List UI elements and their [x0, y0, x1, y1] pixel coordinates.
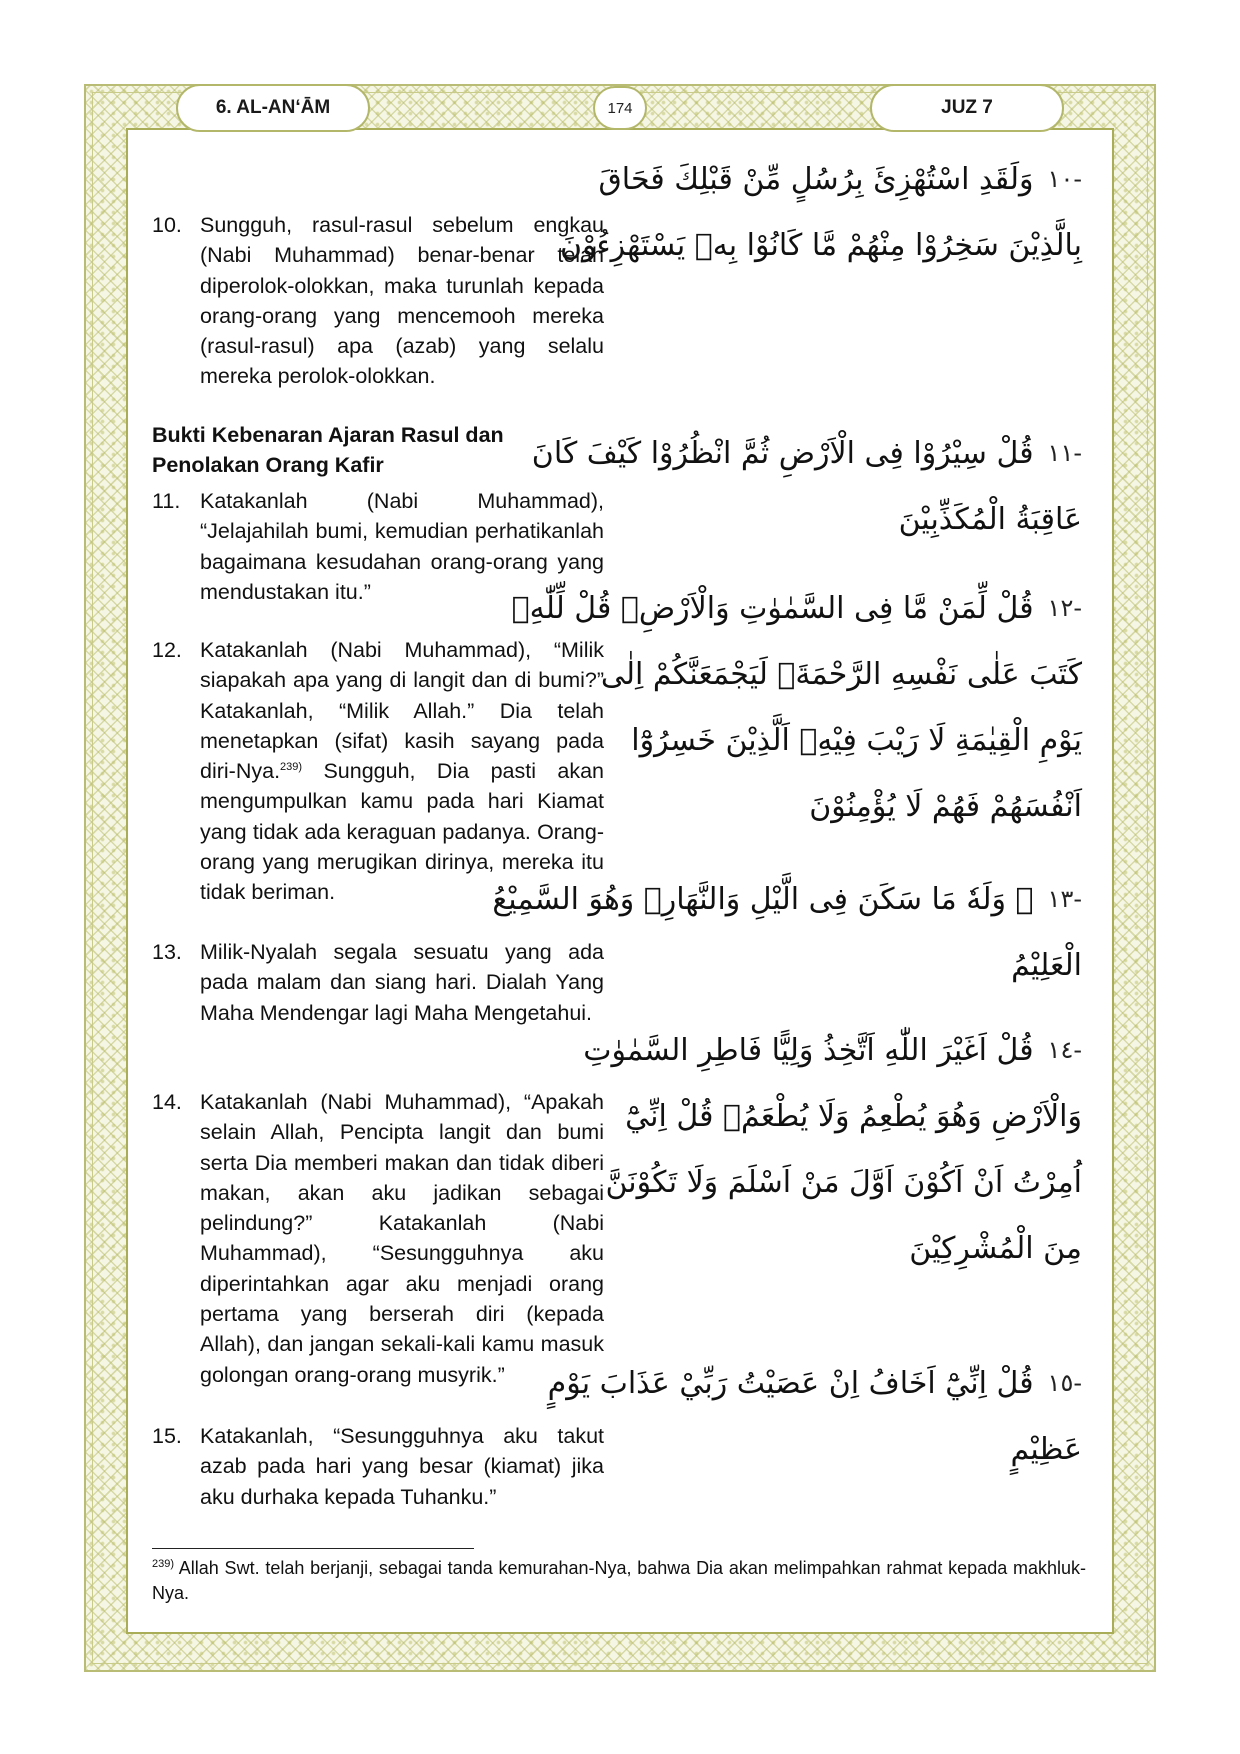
arabic-verse-11 [531, 420, 1082, 552]
verse-number: 10. [152, 213, 182, 237]
arabic-line [531, 420, 1082, 486]
arabic-line [626, 932, 1082, 998]
arabic-verse-15 [547, 1350, 1082, 1482]
arabic-line [626, 486, 1082, 552]
arabic-text: بِالَّذِيْنَ سَخِرُوْا مِنْهُمْ مَّا كَانُوْا بِهٖ يَسْتَهْزِءُوْنَ [560, 227, 1082, 263]
arabic-verse-14 [583, 1017, 1082, 1281]
translation-verse-11 [152, 486, 604, 607]
arabic-verse-number: -١٥ [1047, 1369, 1082, 1397]
arabic-text: وَلَقَدِ اسْتُهْزِئَ بِرُسُلٍ مِّنْ قَبْلِكَ فَحَاقَ [598, 161, 1034, 197]
arabic-line [560, 212, 1082, 278]
surah-title [176, 84, 370, 132]
page-number [593, 86, 647, 130]
verse-number: 14. [152, 1090, 182, 1114]
arabic-verse-number: -١٠ [1047, 165, 1082, 193]
arabic-verse-number: -١٣ [1047, 885, 1082, 913]
verse-text: Katakanlah (Nabi Muhammad), “Apakah selain Allah, Pencipta langit dan bumi serta Dia memberi makan dan tidak diberi makan, akan aku jadikan sebagai pelindung?” Katakanlah (Nabi Muhammad), “Sesungguhnya aku diperintahkan agar aku menjadi orang pertama yang berserah diri (kepada Allah), dan jangan sekali-kali kamu masuk golongan orang-orang musyrik.” [200, 1090, 604, 1387]
arabic-text: قُلْ اَغَيْرَ اللّٰهِ اَتَّخِذُ وَلِيًّا فَاطِرِ السَّمٰوٰتِ [583, 1032, 1034, 1068]
arabic-line [511, 575, 1082, 641]
verse-number: 11. [152, 489, 181, 513]
arabic-text: قُلْ سِيْرُوْا فِى الْاَرْضِ ثُمَّ انْظُرُوْا كَيْفَ كَانَ [531, 435, 1034, 471]
arabic-text: عَظِيْمٍ [1010, 1431, 1082, 1467]
arabic-line [626, 1083, 1082, 1149]
translation-verse-15 [152, 1421, 604, 1512]
arabic-verse-13 [492, 866, 1082, 998]
arabic-line [605, 1149, 1082, 1215]
arabic-text: وَالْاَرْضِ وَهُوَ يُطْعِمُ وَلَا يُطْعَمُۗ قُلْ اِنِّيْٓ [625, 1098, 1082, 1134]
arabic-text: قُلْ لِّمَنْ مَّا فِى السَّمٰوٰتِ وَالْاَرْضِۗ قُلْ لِّلّٰهِۗ [511, 590, 1034, 626]
verse-number: 12. [152, 638, 182, 662]
footnote-marker: 239) [152, 1558, 175, 1570]
arabic-verse-12 [511, 575, 1082, 839]
arabic-text: الْعَلِيْمُ [1011, 947, 1082, 983]
page-number-text: 174 [607, 99, 633, 117]
arabic-text: ۞ وَلَهٗ مَا سَكَنَ فِى الَّيْلِ وَالنَّهَارِۗ وَهُوَ السَّمِيْعُ [492, 881, 1034, 917]
arabic-verse-number: -١٤ [1047, 1036, 1082, 1064]
verse-number: 15. [152, 1424, 182, 1448]
translation-verse-14 [152, 1087, 604, 1390]
arabic-line [626, 773, 1082, 839]
verse-text: Katakanlah (Nabi Muhammad), “Jelajahilah bumi, kemudian perhatikanlah bagaimana kesudahan orang-orang yang mendustakan itu.” [200, 489, 604, 604]
verse-text-part-a: Katakanlah (Nabi Muhammad), “Milik siapakah apa yang di langit dan di bumi?” Katakanlah, “Milik Allah.” Dia telah menetapkan (sifat) kasih sayang pada diri-Nya. [200, 638, 604, 784]
section-heading-line-1: Bukti Kebenaran Ajaran Rasul dan [152, 423, 504, 447]
verse-number: 13. [152, 940, 182, 964]
arabic-verse-number: -١٢ [1047, 594, 1082, 622]
arabic-text: اُمِرْتُ اَنْ اَكُوْنَ اَوَّلَ مَنْ اَسْلَمَ وَلَا تَكُوْنَنَّ [605, 1164, 1082, 1200]
footnote [152, 1556, 1086, 1606]
juz-label [870, 84, 1064, 132]
arabic-verse-10 [560, 146, 1082, 278]
verse-text: Milik-Nyalah segala sesuatu yang ada pada malam dan siang hari. Dialah Yang Maha Mendengar lagi Maha Mengetahui. [200, 940, 604, 1025]
verse-text: Sungguh, rasul-rasul sebelum engkau (Nabi Muhammad) benar-benar telah diperolok-olokkan, maka turunlah kepada orang-orang yang mencemooh mereka (rasul-rasul) apa (azab) yang selalu mereka perolok-olokkan. [200, 213, 604, 389]
surah-name: 6. AL-AN‘ĀM [215, 97, 331, 118]
footnote-divider [152, 1548, 474, 1549]
arabic-text: قُلْ اِنِّيْٓ اَخَافُ اِنْ عَصَيْتُ رَبِّيْ عَذَابَ يَوْمٍ [547, 1365, 1034, 1401]
footnote-text: Allah Swt. telah berjanji, sebagai tanda kemurahan-Nya, bahwa Dia akan melimpahkan rahmat kepada makhluk-Nya. [152, 1558, 1086, 1603]
translation-verse-12 [152, 635, 604, 908]
translation-verse-10 [152, 210, 604, 392]
arabic-text: يَوْمِ الْقِيٰمَةِ لَا رَيْبَ فِيْهِۗ اَلَّذِيْنَ خَسِرُوْٓا [631, 722, 1082, 758]
juz-text: JUZ 7 [941, 97, 993, 118]
arabic-line [492, 866, 1082, 932]
arabic-line [547, 1350, 1082, 1416]
arabic-verse-number: -١١ [1047, 439, 1082, 467]
arabic-text: عَاقِبَةُ الْمُكَذِّبِيْنَ [898, 501, 1082, 537]
verse-text [200, 635, 604, 908]
verse-text-part-b: Sungguh, Dia pasti akan mengumpulkan kamu pada hari Kiamat yang tidak ada keraguan padanya. Orang-orang yang merugikan dirinya, mereka itu tidak beriman. [200, 759, 604, 905]
arabic-line [583, 1017, 1082, 1083]
verse-text: Katakanlah, “Sesungguhnya aku takut azab pada hari yang besar (kiamat) jika aku durhaka kepada Tuhanku.” [200, 1424, 604, 1509]
arabic-line [626, 1416, 1082, 1482]
arabic-line [626, 707, 1082, 773]
arabic-line [626, 1215, 1082, 1281]
arabic-line [600, 641, 1082, 707]
footnote-reference[interactable]: 239) [280, 761, 303, 774]
section-heading-line-2: Penolakan Orang Kafir [152, 453, 384, 477]
arabic-text: مِنَ الْمُشْرِكِيْنَ [909, 1230, 1082, 1266]
arabic-text: اَنْفُسَهُمْ فَهُمْ لَا يُؤْمِنُوْنَ [809, 788, 1082, 824]
translation-verse-13 [152, 937, 604, 1028]
arabic-text: كَتَبَ عَلٰى نَفْسِهِ الرَّحْمَةَۗ لَيَجْمَعَنَّكُمْ اِلٰى [600, 656, 1082, 692]
arabic-line [598, 146, 1082, 212]
